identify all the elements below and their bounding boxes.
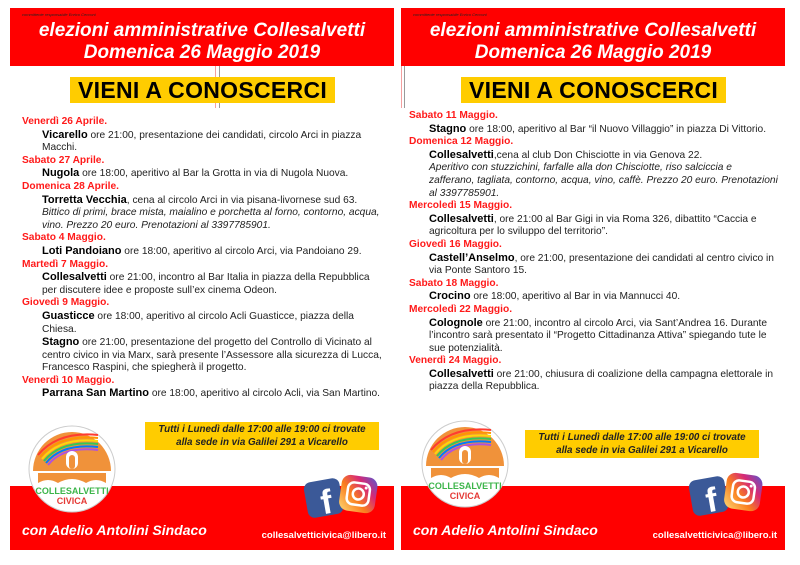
event-note: Bittico di primi, brace mista, maialino e porchetta al forno, contorno, acqua, vino. Prezzo 20 euro. Prenotazioni al 3397785901. — [42, 207, 380, 231]
event-item — [409, 213, 779, 239]
event-place: Stagno — [42, 336, 80, 349]
logo-text-civica: CIVICA — [56, 496, 88, 506]
collesalvetti-civica-logo — [421, 420, 509, 508]
event-item — [409, 123, 779, 137]
event-item — [22, 387, 382, 401]
event-place: Colognole — [429, 316, 483, 329]
events-list — [409, 110, 779, 394]
event-description: ore 18:00, aperitivo al Bar la Grotta in via di Nugola Nuova. — [79, 168, 349, 180]
flyer-right — [401, 0, 785, 565]
event-description: ,cena al club Don Chisciotte in via Genova 22. — [493, 149, 703, 161]
event-day: Sabato 11 Maggio. — [409, 110, 498, 121]
event-day: Sabato 27 Aprile. — [22, 154, 105, 166]
event-item — [22, 245, 382, 259]
event-place: Vicarello — [42, 128, 88, 141]
event-description: ore 21:00, incontro al Bar Italia in piazza della Repubblica per discutere idee e proposte sull’ex cinema Odeon. — [42, 272, 370, 296]
events-list — [22, 116, 382, 401]
event-description: ore 21:00, chiusura di coalizione della campagna elettorale in piazza della Repubblica. — [429, 368, 774, 393]
event-day: Martedì 7 Maggio. — [22, 258, 109, 270]
event-place: Collesalvetti — [429, 367, 494, 380]
event-description: ore 18:00, aperitivo al Bar “il Nuovo Villaggio” in piazza Di Vittorio. — [466, 123, 767, 135]
facebook-icon[interactable] — [688, 475, 731, 520]
event-place: Loti Pandoiano — [42, 244, 122, 257]
event-description: , cena al circolo Arci in via pisana-livornese sud 63. — [126, 194, 358, 206]
event-description: , ore 21:00 al Bar Gigi in via Roma 326, dibattito “Caccia e agricoltura per lo sviluppo del territorio”. — [429, 213, 757, 238]
facebook-icon[interactable] — [303, 477, 346, 522]
event-place: Collesalvetti — [429, 212, 494, 225]
header-band — [401, 8, 785, 66]
sindaco-text: con Adelio Antolini Sindaco — [413, 522, 598, 538]
event-place: Torretta Vecchia — [42, 193, 127, 206]
event-item — [409, 290, 779, 304]
event-description: ore 21:00, incontro al circolo Arci, via Sant’Andrea 16. Durante l’incontro sarà presentato il “Progetto Cittadinanza Attiva” spiegando tute le sue potenzialità. — [429, 317, 768, 354]
notice-line-2: alla sede in via Galilei 291 a Vicarello — [556, 445, 728, 456]
committente-text: committente responsabile Enrico Cecconi — [413, 12, 487, 17]
event-place: Parrana San Martino — [42, 387, 149, 400]
committente-text: committente responsabile Enrico Cecconi — [22, 12, 96, 17]
event-day: Domenica 12 Maggio. — [409, 136, 514, 148]
event-note: Aperitivo con stuzzichini, farfalle alla don Chisciotte, riso salciccia e zafferano, tagliata, contorno, acqua, vino, caffè. Prezzo 20 euro. Prenotazioni al 3397785901. — [429, 162, 778, 199]
title-line-1: elezioni amministrative Collesalvetti — [429, 20, 757, 41]
event-place: Collesalvetti — [42, 271, 107, 284]
event-item — [22, 167, 382, 181]
event-place: Guasticce — [42, 309, 95, 322]
event-day: Venerdì 10 Maggio. — [22, 374, 115, 386]
weekly-notice — [145, 422, 379, 450]
header-band — [10, 8, 394, 66]
title-line-2: Domenica 26 Maggio 2019 — [83, 42, 321, 63]
social-icons — [302, 472, 382, 522]
event-day: Venerdì 26 Aprile. — [22, 116, 108, 127]
event-day: Giovedì 9 Maggio. — [22, 297, 110, 309]
weekly-notice — [525, 430, 759, 458]
event-description: ore 21:00, presentazione dei candidati, circolo Arci in piazza Macchi. — [42, 129, 362, 154]
notice-line-2: alla sede in via Galilei 291 a Vicarello — [176, 437, 348, 448]
event-day: Domenica 28 Aprile. — [22, 180, 120, 192]
event-item — [22, 271, 382, 297]
event-item — [22, 336, 382, 375]
notice-line-1: Tutti i Lunedì dalle 17:00 alle 19:00 ci trovate — [538, 432, 746, 443]
event-description: ore 18:00, aperitivo al circolo Acli, via San Martino. — [148, 388, 381, 400]
event-day: Venerdì 24 Maggio. — [409, 355, 502, 367]
event-day: Sabato 18 Maggio. — [409, 277, 499, 289]
event-item — [22, 194, 382, 208]
email-link[interactable]: collesalvetticivica@libero.it — [652, 530, 777, 541]
title-line-1: elezioni amministrative Collesalvetti — [38, 20, 366, 41]
logo-text-civica: CIVICA — [449, 491, 481, 501]
event-description: ore 18:00, aperitivo al circolo Arci, via Pandoiano 29. — [121, 245, 362, 257]
email-link[interactable]: collesalvetticivica@libero.it — [261, 530, 386, 541]
event-place: Castell’Anselmo — [429, 251, 515, 264]
event-item — [409, 317, 779, 356]
event-place: Nugola — [42, 167, 80, 180]
sindaco-text: con Adelio Antolini Sindaco — [22, 522, 207, 538]
social-icons — [687, 470, 767, 520]
event-place: Collesalvetti — [429, 148, 494, 161]
notice-line-1: Tutti i Lunedì dalle 17:00 alle 19:00 ci trovate — [158, 424, 366, 435]
guide-line — [401, 66, 402, 108]
svg-text:f: f — [702, 480, 721, 520]
event-day: Mercoledì 15 Maggio. — [409, 200, 513, 212]
flyer-left — [10, 0, 394, 565]
logo-text-collesalvetti: COLLESALVETTI — [428, 481, 502, 491]
event-place: Crocino — [429, 290, 471, 303]
event-description: , ore 21:00, presentazione dei candidati al centro civico in via Ponte Santoro 15. — [429, 252, 774, 277]
instagram-icon[interactable] — [723, 472, 764, 513]
banner-vieni-a-conoscerci: VIENI A CONOSCERCI — [461, 77, 726, 103]
event-item — [22, 310, 382, 336]
event-description: ore 18:00, aperitivo al circolo Acli Guasticce, piazza della Chiesa. — [42, 310, 354, 335]
logo-text-collesalvetti: COLLESALVETTI — [35, 486, 109, 496]
event-day: Giovedì 16 Maggio. — [409, 238, 502, 250]
event-day: Sabato 4 Maggio. — [22, 232, 106, 244]
event-description: ore 18:00, aperitivo al Bar in via Mannucci 40. — [470, 291, 681, 303]
event-place: Stagno — [429, 122, 467, 135]
guide-line — [404, 66, 405, 108]
title-line-2: Domenica 26 Maggio 2019 — [474, 42, 712, 63]
event-item — [409, 252, 779, 278]
event-item — [409, 368, 779, 394]
collesalvetti-civica-logo — [28, 425, 116, 513]
banner-vieni-a-conoscerci: VIENI A CONOSCERCI — [70, 77, 335, 103]
event-item — [22, 129, 382, 155]
event-day: Mercoledì 22 Maggio. — [409, 303, 513, 315]
svg-text:f: f — [317, 482, 336, 522]
event-description: ore 21:00, presentazione del progetto del Controllo di Vicinato al centro civico in via Marx, sarà presente l’Assessore alla sicurezza di Lucca, Francesco Raspini, che spiegherà il progetto. — [42, 337, 382, 374]
instagram-icon[interactable] — [338, 474, 379, 515]
event-item — [409, 149, 779, 163]
